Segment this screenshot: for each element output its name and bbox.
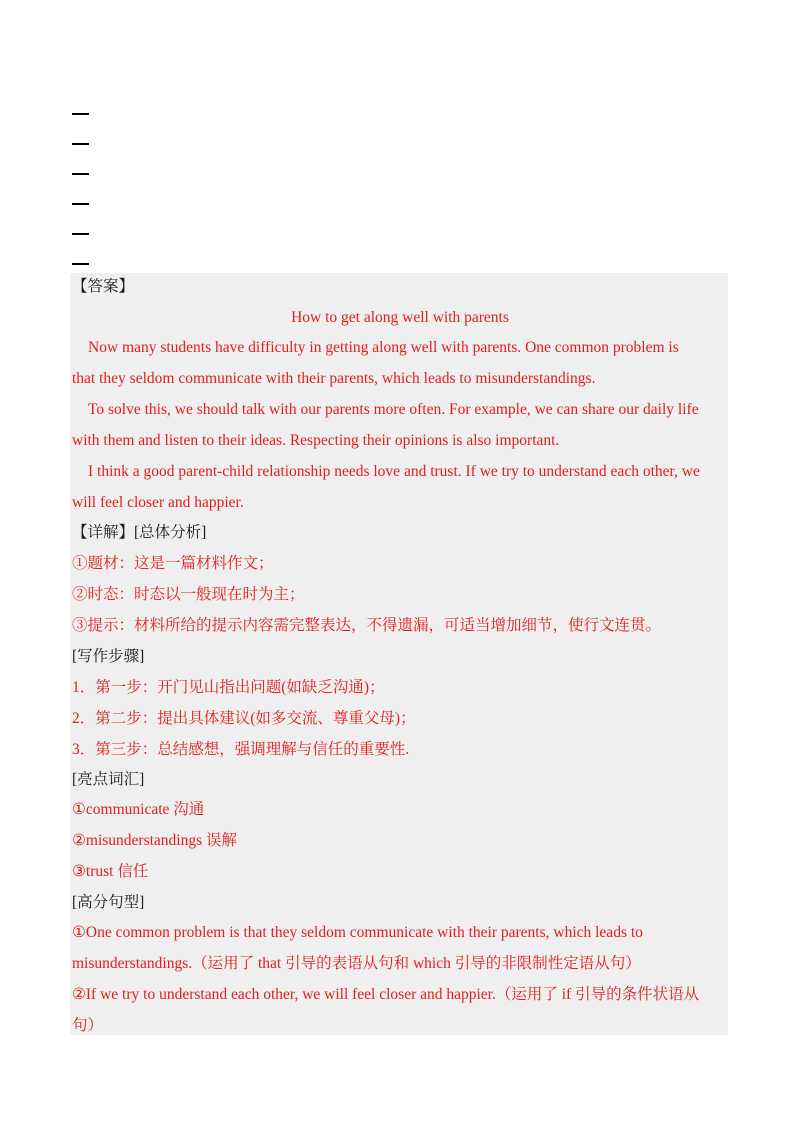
steps-heading: [写作步骤] <box>72 648 145 665</box>
sentence-line: misunderstandings.（运用了 that 引导的表语从句和 which 引导的非限制性定语从句） <box>72 955 641 972</box>
analysis-item: ③提示：材料所给的提示内容需完整表达，不得遗漏，可适当增加细节，使行文连贯。 <box>72 617 662 634</box>
step-item: 2．第二步：提出具体建议(如多交流、尊重父母)； <box>72 710 416 727</box>
essay-line: Now many students have difficulty in getting along well with parents. One common problem is <box>88 339 679 356</box>
step-item: 3．第三步：总结感想，强调理解与信任的重要性. <box>72 741 410 758</box>
sentence-line: ①One common problem is that they seldom communicate with their parents, which leads to <box>72 924 643 941</box>
blank-line <box>72 220 112 250</box>
blank-line <box>72 130 112 160</box>
answer-label: 【答案】 <box>72 278 135 295</box>
analysis-item: ①题材：这是一篇材料作文； <box>72 555 274 572</box>
analysis-heading: [总体分析] <box>134 524 207 541</box>
sentences-heading: [高分句型] <box>72 894 145 911</box>
analysis-item: ②时态：时态以一般现在时为主； <box>72 586 305 603</box>
vocab-item: ①communicate 沟通 <box>72 801 205 818</box>
blank-line <box>72 100 112 130</box>
essay-title: How to get along well with parents <box>291 309 509 326</box>
essay-line: with them and listen to their ideas. Respecting their opinions is also important. <box>72 432 560 449</box>
essay-line: I think a good parent-child relationship needs love and trust. If we try to understand each other, we <box>88 463 700 480</box>
essay-line: that they seldom communicate with their parents, which leads to misunderstandings. <box>72 370 596 387</box>
vocab-item: ③trust 信任 <box>72 863 149 880</box>
sentence-line: ②If we try to understand each other, we will feel closer and happier.（运用了 if 引导的条件状语从 <box>72 986 700 1003</box>
essay-line: To solve this, we should talk with our parents more often. For example, we can share our daily life <box>88 401 699 418</box>
detail-heading <box>72 523 206 543</box>
step-item: 1．第一步：开门见山指出问题(如缺乏沟通)； <box>72 679 385 696</box>
blank-line <box>72 190 112 220</box>
blank-line <box>72 160 112 190</box>
vocab-item: ②misunderstandings 误解 <box>72 832 238 849</box>
vocab-heading: [亮点词汇] <box>72 771 145 788</box>
essay-line: will feel closer and happier. <box>72 494 244 511</box>
blank-lines <box>72 100 112 280</box>
detail-label: 【详解】 <box>72 524 135 541</box>
sentence-line: 句） <box>72 1017 104 1034</box>
